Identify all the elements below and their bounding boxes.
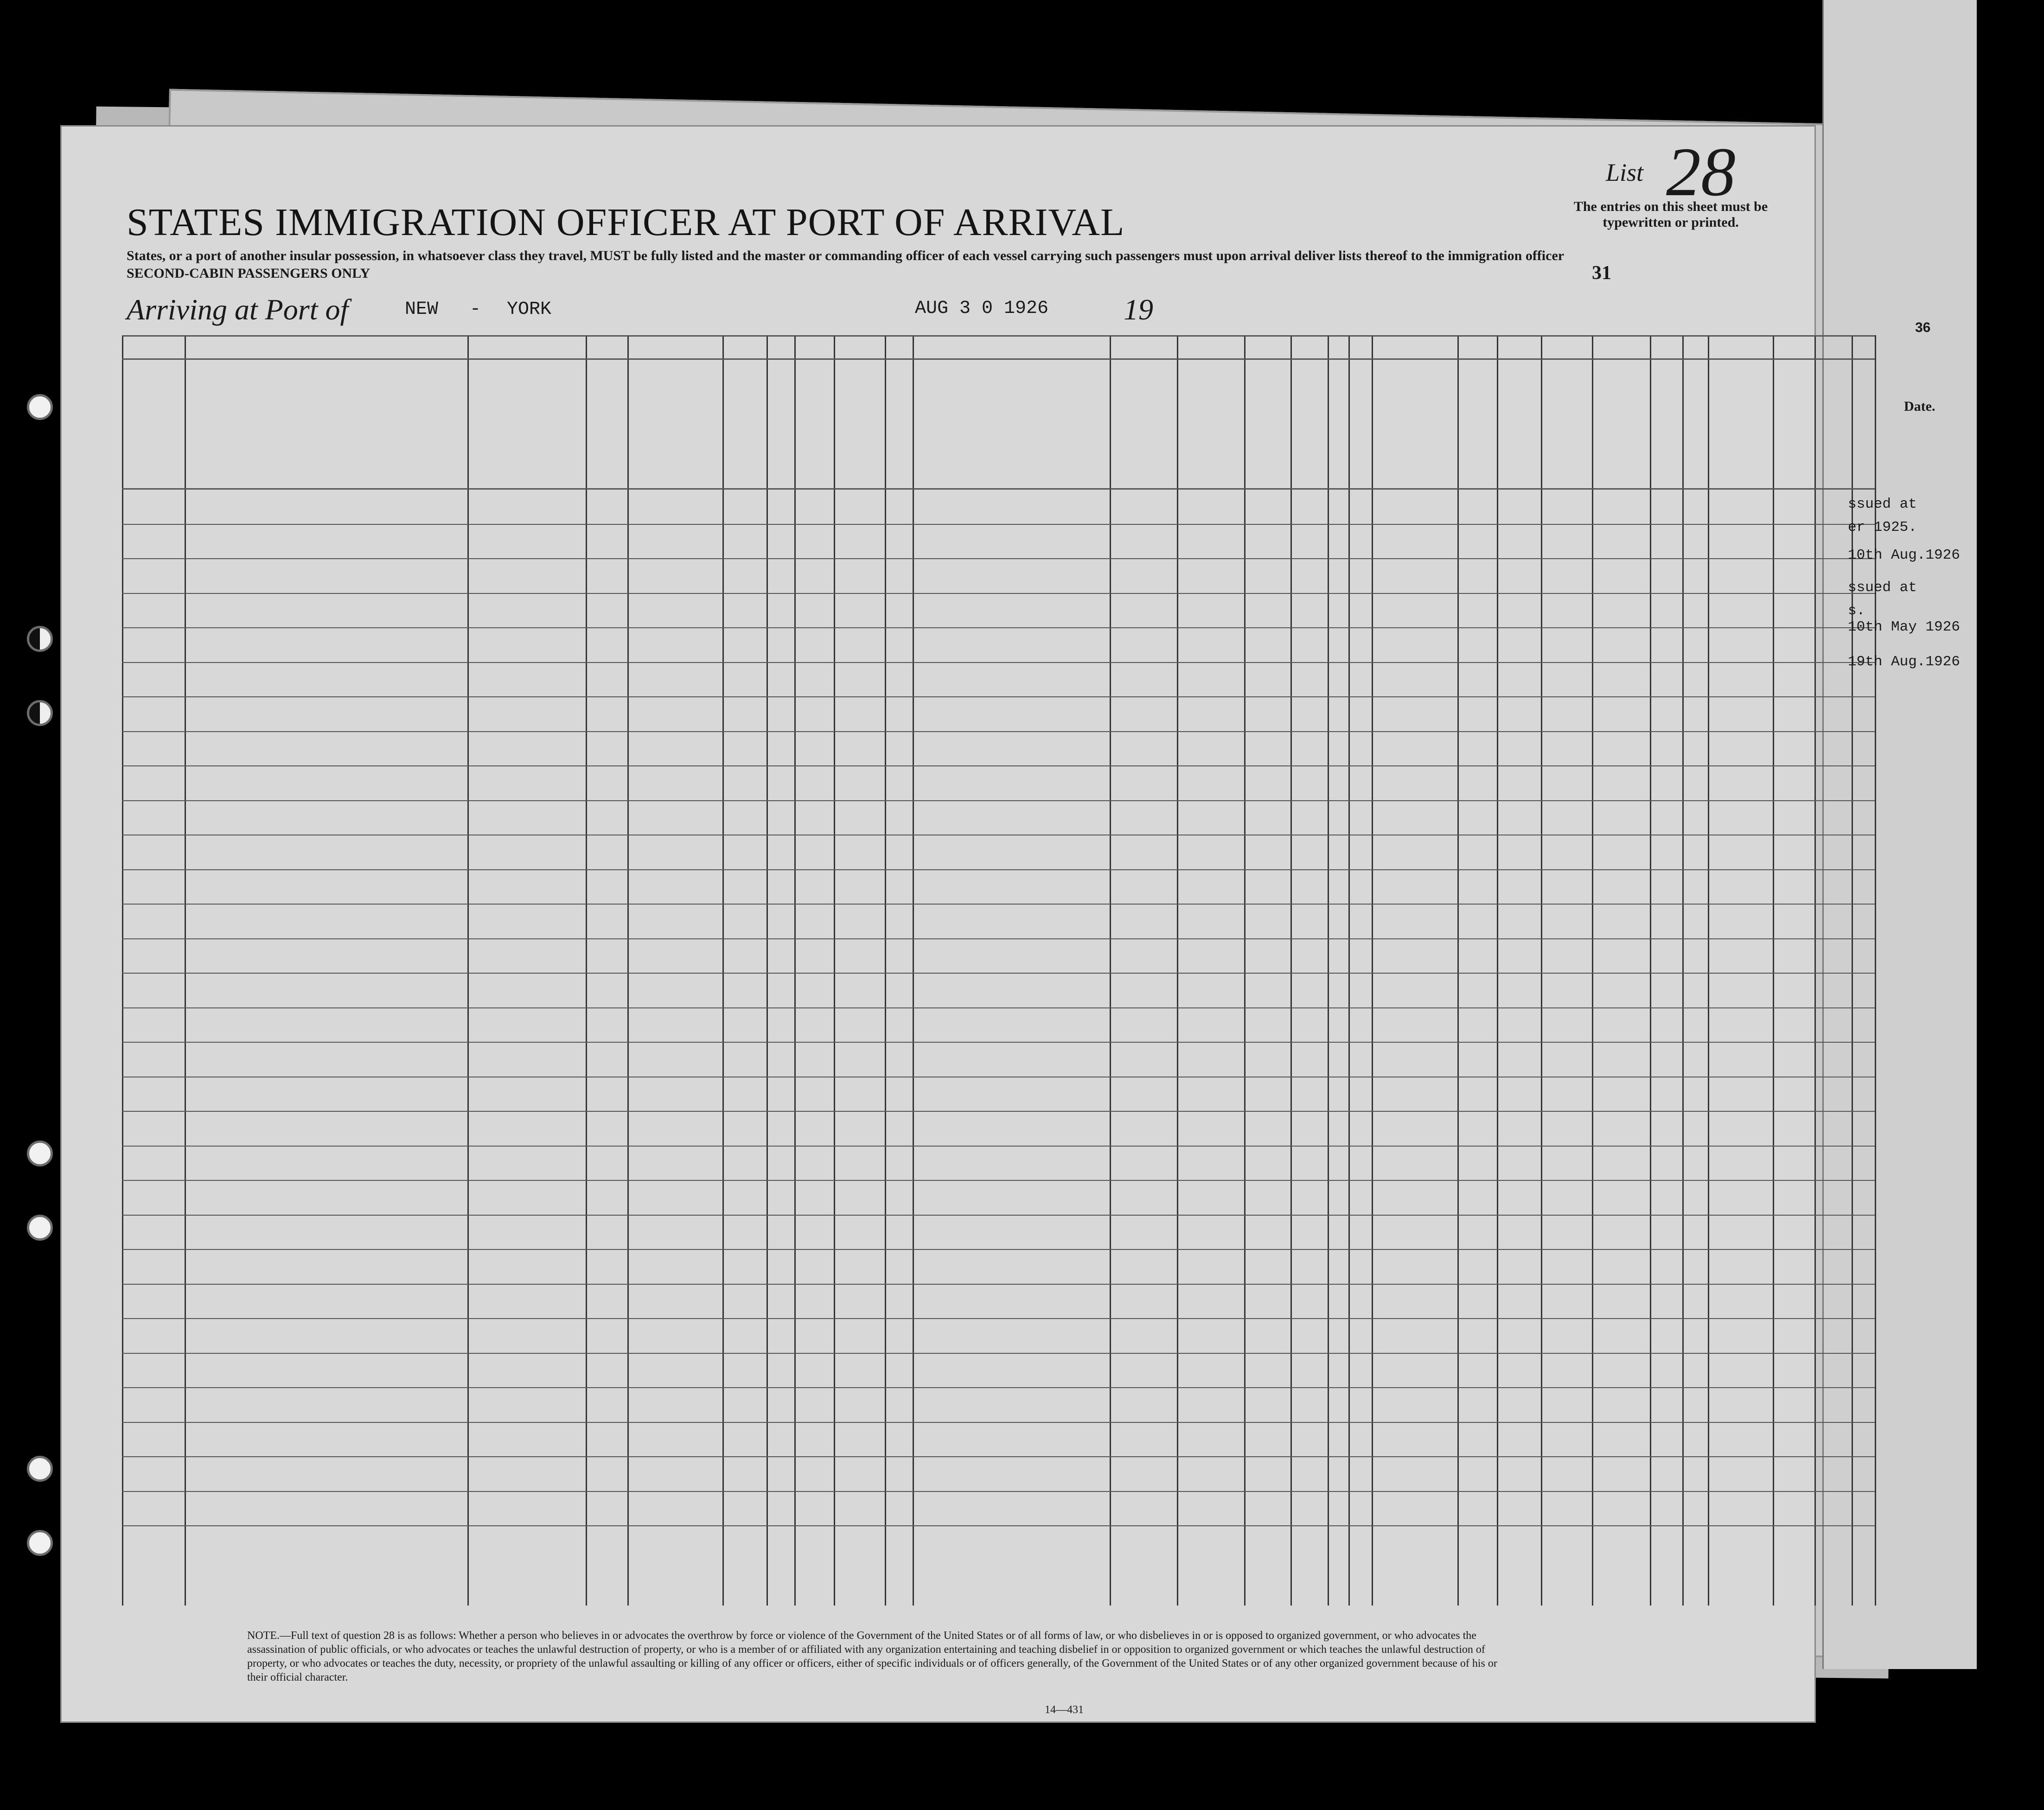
row-rule	[122, 696, 1875, 697]
row-rule	[122, 869, 1875, 870]
list-number: 28	[1666, 134, 1736, 210]
page-title: STATES IMMIGRATION OFFICER AT PORT OF ARRIVAL	[127, 201, 1125, 244]
row-rule	[122, 1146, 1875, 1147]
row-rule	[122, 1422, 1875, 1423]
column-rule	[885, 335, 886, 1606]
column-rule	[913, 335, 914, 1606]
adjacent-date-entry: 10th Aug.1926	[1848, 547, 1960, 563]
row-rule	[122, 1111, 1875, 1112]
column-rule	[1244, 335, 1246, 1606]
column-rule	[1682, 335, 1684, 1606]
header-purpose-citizen	[1246, 375, 1288, 486]
header-inches	[1684, 419, 1707, 484]
row-rule	[122, 1007, 1875, 1008]
row-rule	[122, 1180, 1875, 1181]
row-rule	[122, 627, 1875, 628]
column-rule	[1773, 335, 1774, 1606]
header-q29	[1460, 363, 1496, 486]
column-rule	[766, 335, 768, 1606]
column-rule	[185, 335, 186, 1606]
column-rule	[467, 335, 469, 1606]
adjacent-date-entry: 10th May 1926	[1848, 619, 1960, 635]
port-name-part2: YORK	[507, 299, 552, 320]
row-rule	[122, 1525, 1875, 1526]
column-rule	[794, 335, 796, 1606]
header-ticket	[586, 363, 626, 486]
row-rule	[122, 1042, 1875, 1043]
column-rule	[722, 335, 724, 1606]
instruction-text: States, or a port of another insular possession, in whatsoever class they travel, MUST be fully listed and the master or commanding officer of each vessel carrying such passengers must upon arrival deliver lists thereof to the immigration officer	[127, 248, 1565, 263]
column-rule	[122, 335, 123, 1606]
column-rule	[1814, 335, 1816, 1606]
column-rule	[1177, 335, 1178, 1606]
header-feet	[1652, 419, 1680, 484]
footnote: NOTE.—Full text of question 28 is as follows: Whether a person who believes in or advocates the overthrow by force or violence of the Government of the United States or of all forms of law, or who disbelieves in or is opposed to organized government, or who advocates the assassination of public officials, or who advocates or teaches the unlawful destruction of property, or who is a member of or affiliated with any organization entertaining and teaching disbelief in or opposition to organized government or which teaches the unlawful destruction of property, or who advocates or teaches the duty, necessity, or propriety of the unlawful assaulting or killing of any officer or officers, either of specific individuals or of officers generally, of the Government of the United States or of any other organized government because of his or their official character.	[247, 1630, 1497, 1683]
header-purpose-return	[1114, 375, 1175, 486]
binder-hole	[27, 1141, 53, 1166]
row-rule	[122, 973, 1875, 974]
year-label: 19	[1124, 293, 1153, 326]
column-rule	[1541, 335, 1542, 1606]
binder-hole	[27, 1456, 53, 1482]
header-money	[722, 363, 765, 486]
header-polygamist	[1329, 363, 1347, 486]
row-rule	[122, 904, 1875, 905]
column-rule	[1110, 335, 1111, 1606]
row-rule	[122, 1387, 1875, 1388]
list-label: List	[1606, 159, 1644, 186]
row-rule	[122, 1456, 1875, 1457]
manifest-sheet	[60, 125, 1816, 1723]
header-purpose-length	[1179, 375, 1242, 486]
manifest-table	[122, 335, 1875, 1606]
row-rule	[122, 1284, 1875, 1285]
binder-hole	[27, 394, 53, 420]
adjacent-date-entry: er 1925.	[1848, 519, 1917, 535]
binder-hole	[27, 626, 53, 652]
column-rule	[1708, 335, 1709, 1606]
list-note: The entries on this sheet must be typewritten or printed.	[1573, 199, 1768, 230]
column-rule	[1497, 335, 1498, 1606]
row-rule	[122, 662, 1875, 663]
adjacent-col-number: 36	[1915, 320, 1931, 335]
row-rule	[122, 1318, 1875, 1319]
row-rule	[122, 1353, 1875, 1354]
port-separator: -	[470, 299, 481, 320]
adjacent-date-entry: 19th Aug.1926	[1848, 654, 1960, 670]
header-q28	[1374, 363, 1456, 486]
row-rule	[122, 558, 1875, 559]
binder-hole	[27, 1215, 53, 1241]
column-rule	[1650, 335, 1651, 1606]
row-rule	[122, 593, 1875, 594]
header-rule	[122, 358, 1875, 360]
column-rule	[586, 335, 587, 1606]
column-rule	[834, 335, 835, 1606]
sheet-number: 31	[1592, 262, 1611, 284]
arriving-label: Arriving at Port of	[127, 293, 349, 326]
arrival-date: AUG 3 0 1926	[915, 298, 1049, 319]
binder-hole	[27, 1530, 53, 1556]
column-rule	[627, 335, 629, 1606]
header-rule	[122, 335, 1875, 337]
form-code: 14—431	[1045, 1704, 1084, 1716]
adjacent-date-entry: ssued at	[1848, 496, 1917, 512]
row-rule	[122, 1491, 1875, 1492]
column-rule	[1290, 335, 1292, 1606]
header-prison	[1291, 363, 1327, 486]
adjacent-date-entry: ssued at	[1848, 580, 1917, 596]
row-rule	[122, 765, 1875, 766]
binder-hole	[27, 700, 53, 726]
header-q30	[1498, 363, 1540, 486]
row-rule	[122, 800, 1875, 801]
row-rule	[122, 524, 1875, 525]
adjacent-date-entry: s.	[1848, 603, 1865, 619]
column-rule	[1372, 335, 1373, 1606]
row-rule	[122, 1215, 1875, 1216]
header-rule	[122, 488, 1875, 490]
header-anarchist	[1350, 363, 1371, 486]
column-rule	[1592, 335, 1593, 1606]
column-rule	[1348, 335, 1350, 1606]
port-name-part1: NEW	[405, 299, 439, 320]
row-rule	[122, 938, 1875, 939]
row-rule	[122, 731, 1875, 732]
adjacent-date-header: Date.	[1904, 399, 1935, 414]
class-line: SECOND-CABIN PASSENGERS ONLY	[127, 266, 370, 281]
column-rule	[1328, 335, 1329, 1606]
row-rule	[122, 1249, 1875, 1250]
column-rule	[1457, 335, 1459, 1606]
